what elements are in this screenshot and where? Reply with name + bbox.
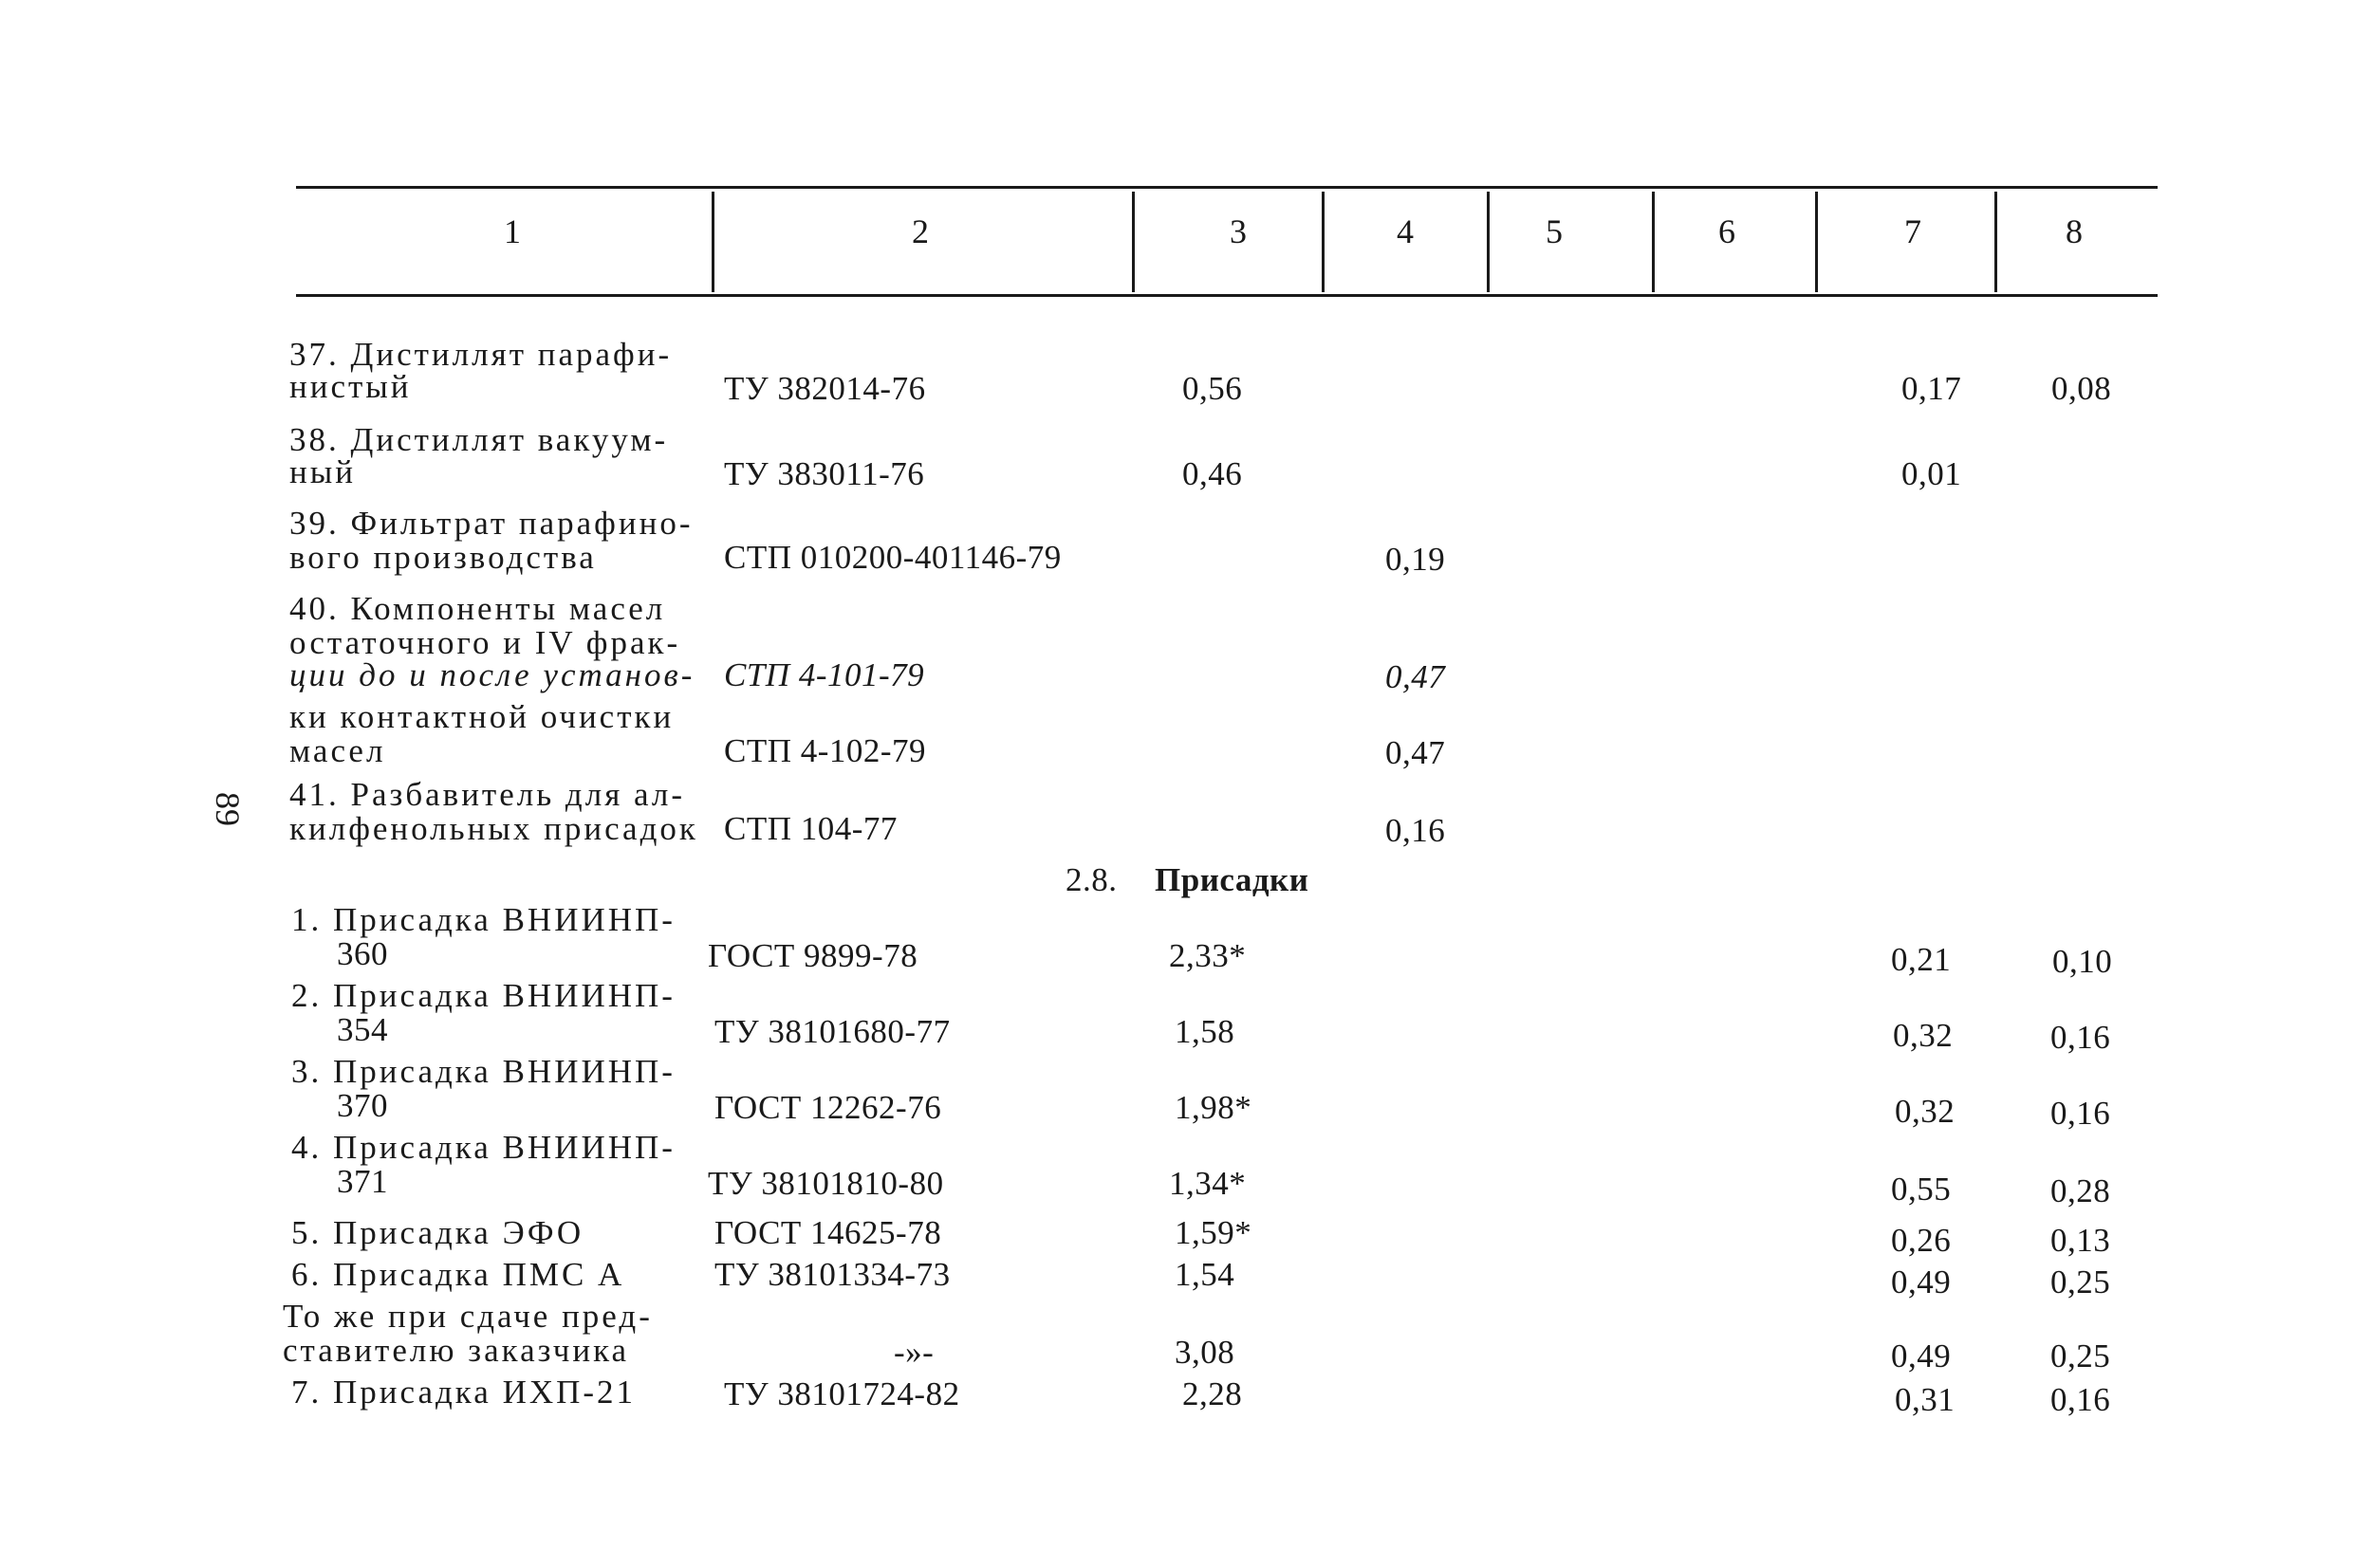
additive-2-col3: 1,58 bbox=[1175, 1013, 1235, 1050]
row-41-spec: СТП 104-77 bbox=[724, 810, 898, 847]
column-header-7: 7 bbox=[1904, 212, 1921, 250]
additive-5-col7: 0,26 bbox=[1891, 1222, 1952, 1259]
additive-4-name-line-1: 4. Присадка ВНИИНП- bbox=[291, 1129, 676, 1166]
additive-7-col7: 0,31 bbox=[1895, 1381, 1955, 1418]
row-41-name-line-1: 41. Разбавитель для ал- bbox=[289, 776, 686, 813]
additive-3-col7: 0,32 bbox=[1895, 1093, 1955, 1130]
additive-6b-col3: 3,08 bbox=[1175, 1334, 1235, 1371]
row-39-spec: СТП 010200-401146-79 bbox=[724, 539, 1062, 576]
section-title: Присадки bbox=[1155, 861, 1309, 898]
additive-2-name-line-1: 2. Присадка ВНИИНП- bbox=[291, 977, 676, 1014]
col-separator bbox=[712, 192, 714, 292]
additive-6-col7: 0,49 bbox=[1891, 1264, 1952, 1301]
additive-5-col8: 0,13 bbox=[2050, 1222, 2111, 1259]
additive-6b-col7: 0,49 bbox=[1891, 1337, 1952, 1374]
additive-1-spec: ГОСТ 9899-78 bbox=[708, 937, 918, 974]
row-38-col7: 0,01 bbox=[1901, 455, 1962, 492]
row-38-name-line-1: 38. Дистиллят вакуум- bbox=[289, 421, 669, 458]
additive-7-spec: ТУ 38101724-82 bbox=[724, 1375, 960, 1412]
row-40-col4-2: 0,47 bbox=[1385, 734, 1446, 771]
section-number: 2.8. bbox=[1066, 861, 1118, 898]
additive-1-col3: 2,33* bbox=[1169, 937, 1247, 974]
additive-1-name-line-1: 1. Присадка ВНИИНП- bbox=[291, 901, 676, 938]
additive-6-col3: 1,54 bbox=[1175, 1256, 1235, 1293]
column-header-6: 6 bbox=[1718, 212, 1735, 250]
row-38-spec: ТУ 383011-76 bbox=[724, 455, 925, 492]
row-39-name-line-2: вого производства bbox=[289, 539, 597, 576]
additive-2-spec: ТУ 38101680-77 bbox=[714, 1013, 951, 1050]
additive-4-spec: ТУ 38101810-80 bbox=[708, 1165, 944, 1202]
row-37-col8: 0,08 bbox=[2051, 370, 2112, 407]
row-37-name-line-2: нистый bbox=[289, 368, 412, 405]
row-40-spec-1: СТП 4-101-79 bbox=[724, 656, 925, 693]
additive-5-spec: ГОСТ 14625-78 bbox=[714, 1214, 942, 1251]
additive-3-col3: 1,98* bbox=[1175, 1089, 1252, 1126]
column-header-2: 2 bbox=[912, 212, 929, 250]
row-37-name-line-1: 37. Дистиллят парафи- bbox=[289, 336, 673, 373]
additive-6b-name-line-1: То же при сдаче пред- bbox=[283, 1298, 653, 1335]
additive-2-col7: 0,32 bbox=[1893, 1017, 1954, 1054]
row-39-name-line-1: 39. Фильтрат парафино- bbox=[289, 505, 694, 542]
row-37-col7: 0,17 bbox=[1901, 370, 1962, 407]
row-39-col4: 0,19 bbox=[1385, 541, 1446, 578]
header-bottom-rule bbox=[296, 294, 2158, 297]
row-37-col3: 0,56 bbox=[1182, 370, 1243, 407]
additive-6b-name-line-2: ставителю заказчика bbox=[283, 1332, 630, 1369]
col-separator bbox=[1132, 192, 1135, 292]
column-header-1: 1 bbox=[504, 212, 521, 250]
additive-3-spec: ГОСТ 12262-76 bbox=[714, 1089, 942, 1126]
additive-6b-spec: -»- bbox=[894, 1334, 935, 1371]
additive-4-col8: 0,28 bbox=[2050, 1172, 2111, 1209]
column-header-5: 5 bbox=[1546, 212, 1563, 250]
header-top-rule bbox=[296, 186, 2158, 189]
row-40-name-line-3: ции до и после установ- bbox=[289, 656, 695, 693]
additive-3-name-line-2: 370 bbox=[337, 1087, 388, 1124]
additive-5-name: 5. Присадка ЭФО bbox=[291, 1214, 584, 1251]
additive-4-col7: 0,55 bbox=[1891, 1171, 1952, 1208]
row-40-col4-1: 0,47 bbox=[1385, 658, 1446, 695]
additive-6-col8: 0,25 bbox=[2050, 1264, 2111, 1301]
additive-6b-col8: 0,25 bbox=[2050, 1337, 2111, 1374]
additive-2-name-line-2: 354 bbox=[337, 1011, 388, 1048]
row-40-spec-2: СТП 4-102-79 bbox=[724, 732, 927, 769]
column-header-8: 8 bbox=[2066, 212, 2083, 250]
col-separator bbox=[1322, 192, 1325, 292]
additive-4-col3: 1,34* bbox=[1169, 1165, 1247, 1202]
row-40-name-line-5: масел bbox=[289, 732, 386, 769]
additive-2-col8: 0,16 bbox=[2050, 1019, 2111, 1056]
additive-3-name-line-1: 3. Присадка ВНИИНП- bbox=[291, 1053, 676, 1090]
additive-7-col3: 2,28 bbox=[1182, 1375, 1243, 1412]
col-separator bbox=[1815, 192, 1818, 292]
additive-6-spec: ТУ 38101334-73 bbox=[714, 1256, 951, 1293]
row-37-spec: ТУ 382014-76 bbox=[724, 370, 926, 407]
col-separator bbox=[1994, 192, 1997, 292]
additive-3-col8: 0,16 bbox=[2050, 1095, 2111, 1132]
row-41-col4: 0,16 bbox=[1385, 812, 1446, 849]
row-40-name-line-1: 40. Компоненты масел bbox=[289, 590, 666, 627]
additive-5-col3: 1,59* bbox=[1175, 1214, 1252, 1251]
row-41-name-line-2: килфенольных присадок bbox=[289, 810, 698, 847]
column-header-3: 3 bbox=[1230, 212, 1247, 250]
additive-1-name-line-2: 360 bbox=[337, 935, 388, 972]
col-separator bbox=[1652, 192, 1655, 292]
additive-6-name: 6. Присадка ПМС А bbox=[291, 1256, 625, 1293]
additive-1-col8: 0,10 bbox=[2052, 943, 2113, 980]
row-38-col3: 0,46 bbox=[1182, 455, 1243, 492]
row-38-name-line-2: ный bbox=[289, 453, 356, 490]
additive-7-name: 7. Присадка ИХП-21 bbox=[291, 1374, 637, 1411]
row-40-name-line-2: остаточного и IV фрак- bbox=[289, 624, 681, 661]
additive-1-col7: 0,21 bbox=[1891, 941, 1952, 978]
additive-7-col8: 0,16 bbox=[2050, 1381, 2111, 1418]
additive-4-name-line-2: 371 bbox=[337, 1163, 388, 1200]
row-40-name-line-4: ки контактной очистки bbox=[289, 698, 675, 735]
col-separator bbox=[1487, 192, 1490, 292]
column-header-4: 4 bbox=[1397, 212, 1414, 250]
page-number: 89 bbox=[209, 792, 247, 826]
